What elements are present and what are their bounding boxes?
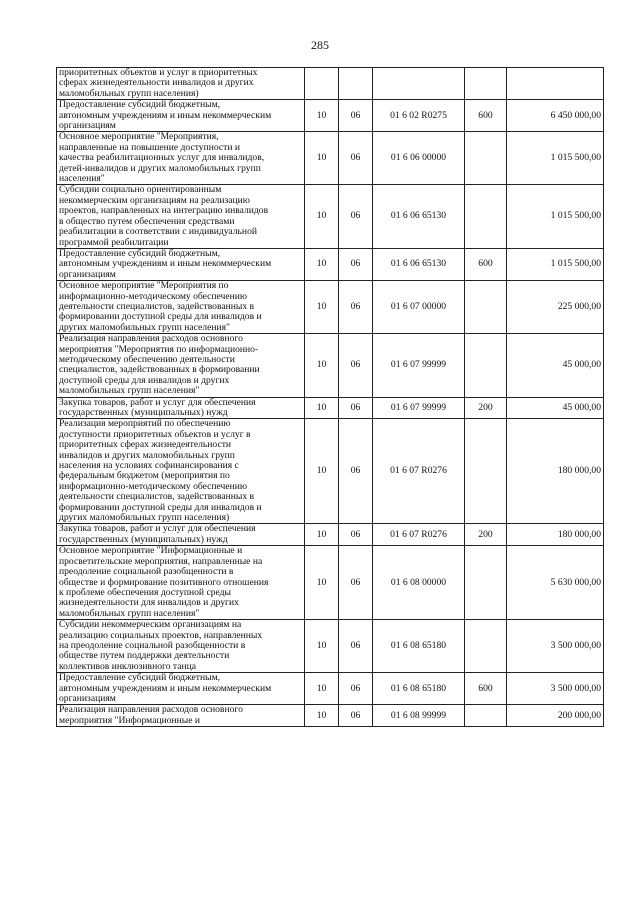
table-row [57, 419, 604, 524]
target-article-cell: 01 6 08 99999 [373, 705, 465, 727]
target-article-cell: 01 6 07 R0276 [373, 419, 465, 524]
expense-type-cell: 600 [465, 248, 507, 280]
row-name-cell: Основное мероприятие "Мероприятия по информационно-методическому обеспечению деятельности специалистов, задействованных в формировании доступной среды для инвалидов и других маломобильных групп населения" [57, 281, 305, 334]
table-row [57, 397, 604, 419]
section-code-cell: 10 [305, 132, 339, 185]
subsection-code-cell: 06 [339, 419, 373, 524]
section-code-cell [305, 68, 339, 100]
expense-type-cell: 200 [465, 524, 507, 546]
budget-table [56, 67, 604, 727]
amount-cell: 1 015 500,00 [507, 185, 604, 248]
amount-cell: 3 500 000,00 [507, 673, 604, 705]
target-article-cell: 01 6 07 R0276 [373, 524, 465, 546]
section-code-cell: 10 [305, 334, 339, 397]
page-number: 285 [311, 38, 329, 52]
target-article-cell: 01 6 02 R0275 [373, 100, 465, 132]
section-code-cell: 10 [305, 673, 339, 705]
amount-cell: 3 500 000,00 [507, 620, 604, 673]
target-article-cell: 01 6 07 99999 [373, 397, 465, 419]
subsection-code-cell: 06 [339, 620, 373, 673]
expense-type-cell [465, 132, 507, 185]
subsection-code-cell: 06 [339, 281, 373, 334]
section-code-cell: 10 [305, 620, 339, 673]
amount-cell: 225 000,00 [507, 281, 604, 334]
expense-type-cell [465, 334, 507, 397]
row-name-cell: Предоставление субсидий бюджетным, автономным учреждениям и иным некоммерческим организациям [57, 100, 305, 132]
section-code-cell: 10 [305, 248, 339, 280]
amount-cell [507, 68, 604, 100]
subsection-code-cell [339, 68, 373, 100]
expense-type-cell [465, 419, 507, 524]
row-name-cell: Предоставление субсидий бюджетным, автономным учреждениям и иным некоммерческим организациям [57, 673, 305, 705]
section-code-cell: 10 [305, 524, 339, 546]
section-code-cell: 10 [305, 546, 339, 620]
subsection-code-cell: 06 [339, 132, 373, 185]
section-code-cell: 10 [305, 100, 339, 132]
target-article-cell: 01 6 06 65130 [373, 185, 465, 248]
table-row [57, 100, 604, 132]
expense-type-cell [465, 546, 507, 620]
amount-cell: 45 000,00 [507, 397, 604, 419]
expense-type-cell [465, 281, 507, 334]
table-row [57, 248, 604, 280]
amount-cell: 45 000,00 [507, 334, 604, 397]
row-name-cell: приоритетных объектов и услуг в приоритетных сферах жизнедеятельности инвалидов и других маломобильных групп населения) [57, 68, 305, 100]
target-article-cell: 01 6 07 00000 [373, 281, 465, 334]
subsection-code-cell: 06 [339, 100, 373, 132]
target-article-cell [373, 68, 465, 100]
amount-cell: 200 000,00 [507, 705, 604, 727]
expense-type-cell [465, 620, 507, 673]
row-name-cell: Реализация мероприятий по обеспечению доступности приоритетных объектов и услуг в приоритетных сферах жизнедеятельности инвалидов и других маломобильных групп населения на условиях софинансирования с федеральным бюджетом (мероприятия по информационно-методическому обеспечению деятельности специалистов, задействованных в формировании доступной среды для инвалидов и других маломобильных групп населения) [57, 419, 305, 524]
table-row [57, 334, 604, 397]
row-name-cell: Закупка товаров, работ и услуг для обеспечения государственных (муниципальных) нужд [57, 397, 305, 419]
subsection-code-cell: 06 [339, 524, 373, 546]
table-row [57, 185, 604, 248]
target-article-cell: 01 6 06 65130 [373, 248, 465, 280]
subsection-code-cell: 06 [339, 546, 373, 620]
target-article-cell: 01 6 06 00000 [373, 132, 465, 185]
expense-type-cell: 200 [465, 397, 507, 419]
expense-type-cell [465, 68, 507, 100]
section-code-cell: 10 [305, 705, 339, 727]
subsection-code-cell: 06 [339, 248, 373, 280]
amount-cell: 1 015 500,00 [507, 132, 604, 185]
amount-cell: 5 630 000,00 [507, 546, 604, 620]
target-article-cell: 01 6 08 00000 [373, 546, 465, 620]
row-name-cell: Основное мероприятие "Мероприятия, направленные на повышение доступности и качества реабилитационных услуг для инвалидов, детей-инвалидов и других маломобильных групп населения" [57, 132, 305, 185]
subsection-code-cell: 06 [339, 673, 373, 705]
target-article-cell: 01 6 07 99999 [373, 334, 465, 397]
table-row [57, 68, 604, 100]
table-row [57, 546, 604, 620]
table-row [57, 132, 604, 185]
target-article-cell: 01 6 08 65180 [373, 620, 465, 673]
table-row [57, 620, 604, 673]
amount-cell: 180 000,00 [507, 524, 604, 546]
section-code-cell: 10 [305, 185, 339, 248]
section-code-cell: 10 [305, 281, 339, 334]
row-name-cell: Предоставление субсидий бюджетным, автономным учреждениям и иным некоммерческим организациям [57, 248, 305, 280]
expense-type-cell: 600 [465, 100, 507, 132]
subsection-code-cell: 06 [339, 185, 373, 248]
section-code-cell: 10 [305, 397, 339, 419]
expense-type-cell: 600 [465, 673, 507, 705]
row-name-cell: Субсидии некоммерческим организациям на реализацию социальных проектов, направленных на преодоление социальной разобщенности в обществе путем поддержки деятельности коллективов инклюзивного танца [57, 620, 305, 673]
row-name-cell: Реализация направления расходов основного мероприятия "Мероприятия по информационно- методическому обеспечению деятельности специалистов, задействованных в формировании доступной среды для инвалидов и других маломобильных групп населения" [57, 334, 305, 397]
table-row [57, 705, 604, 727]
subsection-code-cell: 06 [339, 397, 373, 419]
subsection-code-cell: 06 [339, 334, 373, 397]
expense-type-cell [465, 705, 507, 727]
amount-cell: 1 015 500,00 [507, 248, 604, 280]
row-name-cell: Закупка товаров, работ и услуг для обеспечения государственных (муниципальных) нужд [57, 524, 305, 546]
table-row [57, 524, 604, 546]
subsection-code-cell: 06 [339, 705, 373, 727]
target-article-cell: 01 6 08 65180 [373, 673, 465, 705]
expense-type-cell [465, 185, 507, 248]
table-row [57, 673, 604, 705]
row-name-cell: Субсидии социально ориентированным некоммерческим организациям на реализацию проектов, направленных на интеграцию инвалидов в общество путем обеспечения средствами реабилитации в соответствии с индивидуальной программой реабилитации [57, 185, 305, 248]
section-code-cell: 10 [305, 419, 339, 524]
table-body [57, 68, 604, 727]
table-row [57, 281, 604, 334]
amount-cell: 6 450 000,00 [507, 100, 604, 132]
row-name-cell: Основное мероприятие "Информационные и просветительские мероприятия, направленные на преодоление социальной разобщенности в обществе и формирование позитивного отношения к проблеме обеспечения доступной среды жизнедеятельности для инвалидов и других маломобильных групп населения" [57, 546, 305, 620]
amount-cell: 180 000,00 [507, 419, 604, 524]
row-name-cell: Реализация направления расходов основного мероприятия "Информационные и [57, 705, 305, 727]
